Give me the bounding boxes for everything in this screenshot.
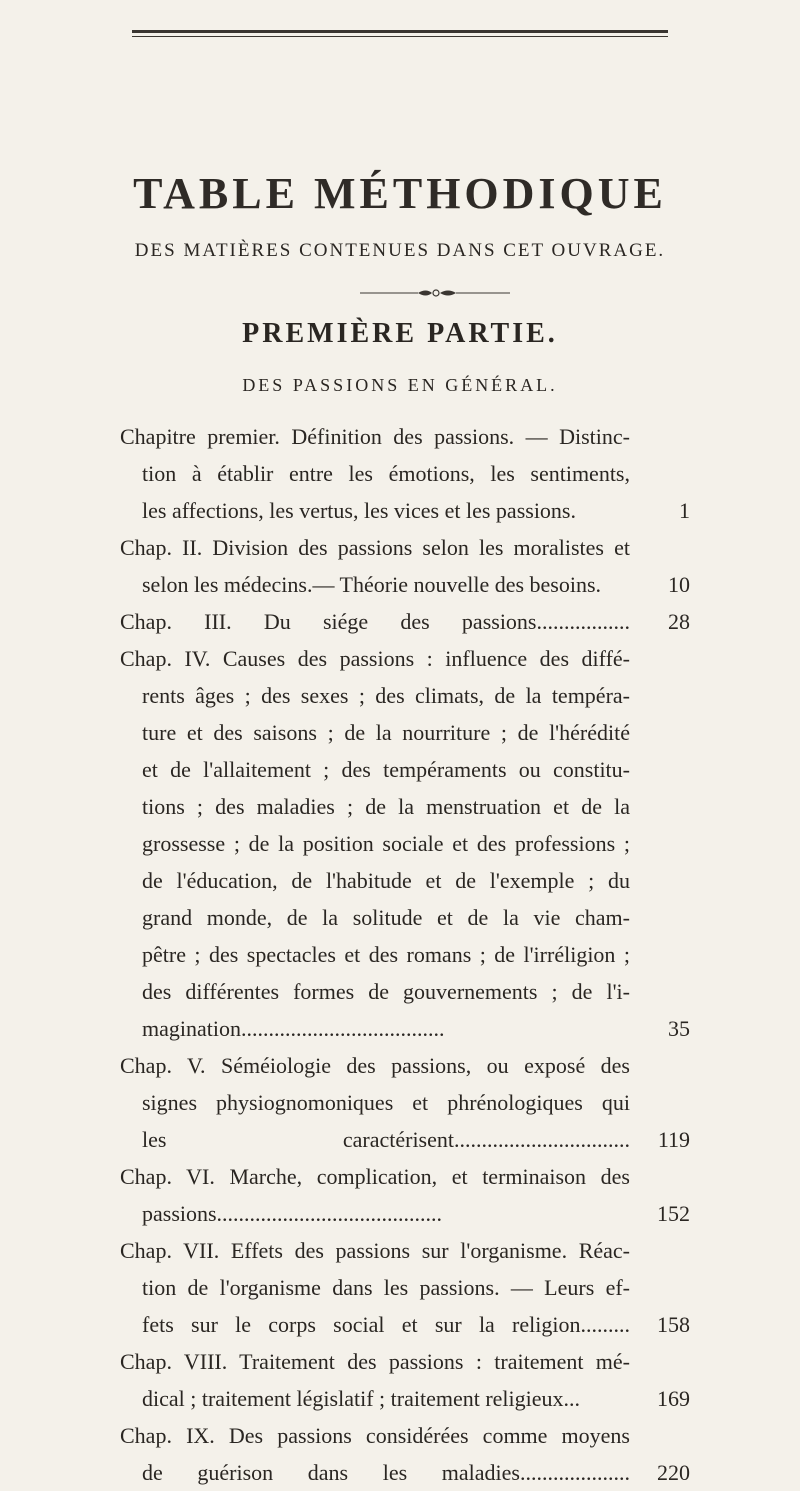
toc-line: signes physiognomoniques et phrénologiques qui [142, 1090, 630, 1115]
toc-page-number: 28 [668, 609, 690, 634]
toc-entry [120, 1417, 690, 1491]
toc-line: tion à établir entre les émotions, les sentiments, [142, 461, 630, 486]
toc-entry [120, 640, 690, 1047]
top-rule [132, 30, 668, 37]
toc-page-number: 35 [668, 1016, 690, 1041]
toc-entry [120, 418, 690, 529]
toc-line: Chap. VIII. Traitement des passions : traitement mé- [120, 1349, 630, 1374]
toc-line: Chap. IV. Causes des passions : influence des diffé- [120, 646, 630, 671]
toc-page-number: 152 [657, 1201, 690, 1226]
toc-line: Chap. VII. Effets des passions sur l'organisme. Réac- [120, 1238, 630, 1263]
toc-entry [120, 1343, 690, 1417]
toc-page-number: 220 [657, 1460, 690, 1485]
toc-line: les affections, les vertus, les vices et les passions. [142, 498, 576, 523]
toc-line: Chap. II. Division des passions selon les moralistes et [120, 535, 630, 560]
toc-page-number: 1 [679, 498, 690, 523]
toc-line: fets sur le corps social et sur la religion......... [142, 1312, 630, 1337]
toc-entry [120, 1232, 690, 1343]
page-title: TABLE MÉTHODIQUE [133, 169, 667, 218]
toc-line: Chap. III. Du siége des passions................. [120, 609, 630, 634]
toc-line: de guérison dans les maladies.................... [142, 1460, 630, 1485]
toc-line: ture et des saisons ; de la nourriture ; de l'hérédité [142, 720, 630, 745]
table-of-contents [120, 418, 690, 1491]
toc-line: et de l'allaitement ; des tempéraments ou constitu- [142, 757, 630, 782]
toc-line: les caractérisent................................ [142, 1127, 630, 1152]
toc-page-number: 169 [657, 1386, 690, 1411]
toc-line: de l'éducation, de l'habitude et de l'exemple ; du [142, 868, 630, 893]
toc-line: grand monde, de la solitude et de la vie cham- [142, 905, 630, 930]
toc-page-number: 158 [657, 1312, 690, 1337]
part-title: PREMIÈRE PARTIE. [242, 318, 558, 349]
toc-line: pêtre ; des spectacles et des romans ; de l'irréligion ; [142, 942, 630, 967]
section-title: DES PASSIONS EN GÉNÉRAL. [242, 375, 558, 395]
toc-line: rents âges ; des sexes ; des climats, de la tempéra- [142, 683, 630, 708]
ornament-divider [360, 286, 510, 300]
toc-line: magination..................................... [142, 1016, 445, 1041]
toc-line: Chapitre premier. Définition des passions. — Distinc- [120, 424, 630, 449]
toc-entry [120, 529, 690, 603]
toc-entry [120, 1047, 690, 1158]
toc-line: des différentes formes de gouvernements ; de l'i- [142, 979, 630, 1004]
toc-line: Chap. VI. Marche, complication, et terminaison des [120, 1164, 630, 1189]
toc-line: Chap. IX. Des passions considérées comme moyens [120, 1423, 630, 1448]
toc-line: passions......................................... [142, 1201, 443, 1226]
toc-page-number: 119 [657, 1127, 690, 1152]
toc-line: selon les médecins.— Théorie nouvelle des besoins. [142, 572, 602, 597]
toc-line: grossesse ; de la position sociale et des professions ; [142, 831, 630, 856]
toc-entry [120, 1158, 690, 1232]
toc-entry [120, 603, 690, 640]
toc-line: dical ; traitement législatif ; traitement religieux... [142, 1386, 581, 1411]
toc-line: tions ; des maladies ; de la menstruation et de la [142, 794, 630, 819]
toc-line: tion de l'organisme dans les passions. — Leurs ef- [142, 1275, 630, 1300]
toc-line: Chap. V. Séméiologie des passions, ou exposé des [120, 1053, 630, 1078]
page-subtitle: DES MATIÈRES CONTENUES DANS CET OUVRAGE. [134, 240, 666, 261]
toc-page-number: 10 [668, 572, 690, 597]
